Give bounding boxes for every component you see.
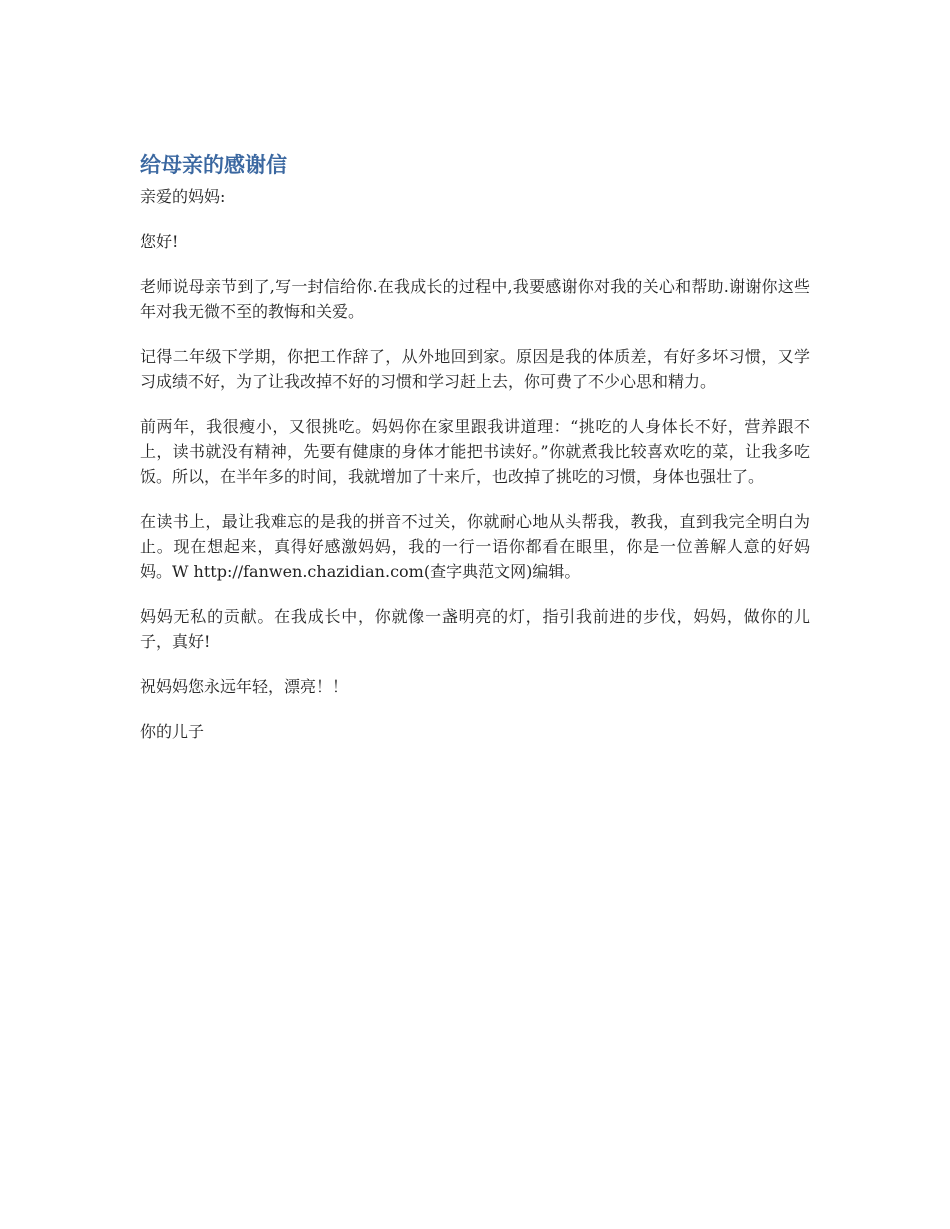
document-title: 给母亲的感谢信 <box>140 153 287 177</box>
paragraph-4: 在读书上，最让我难忘的是我的拼音不过关，你就耐心地从头帮我，教我，直到我完全明白为止。现在想起来，真得好感激妈妈，我的一行一语你都看在眼里，你是一位善解人意的好妈妈。W http://fanwen.chazidian.com(查字典范文网)编辑。 <box>140 512 810 581</box>
paragraph-2: 记得二年级下学期，你把工作辞了，从外地回到家。原因是我的体质差，有好多坏习惯，又学习成绩不好，为了让我改掉不好的习惯和学习赶上去，你可费了不少心思和精力。 <box>140 347 810 391</box>
paragraph-1: 老师说母亲节到了,写一封信给你.在我成长的过程中,我要感谢你对我的关心和帮助.谢谢你这些年对我无微不至的教悔和关爱。 <box>140 277 810 321</box>
document-page <box>140 148 810 764</box>
signature: 你的儿子 <box>140 722 205 741</box>
paragraph-5: 妈妈无私的贡献。在我成长中，你就像一盏明亮的灯，指引我前进的步伐，妈妈，做你的儿子，真好! <box>140 607 810 651</box>
salutation: 亲爱的妈妈: <box>140 187 226 206</box>
closing-line: 祝妈妈您永远年轻，漂亮！！ <box>140 677 349 696</box>
paragraph-3: 前两年，我很瘦小，又很挑吃。妈妈你在家里跟我讲道理：“挑吃的人身体长不好，营养跟不上，读书就没有精神，先要有健康的身体才能把书读好。”你就煮我比较喜欢吃的菜，让我多吃饭。所以，在半年多的时间，我就增加了十来斤，也改掉了挑吃的习惯，身体也强壮了。 <box>140 417 810 486</box>
greeting: 您好! <box>140 232 179 251</box>
